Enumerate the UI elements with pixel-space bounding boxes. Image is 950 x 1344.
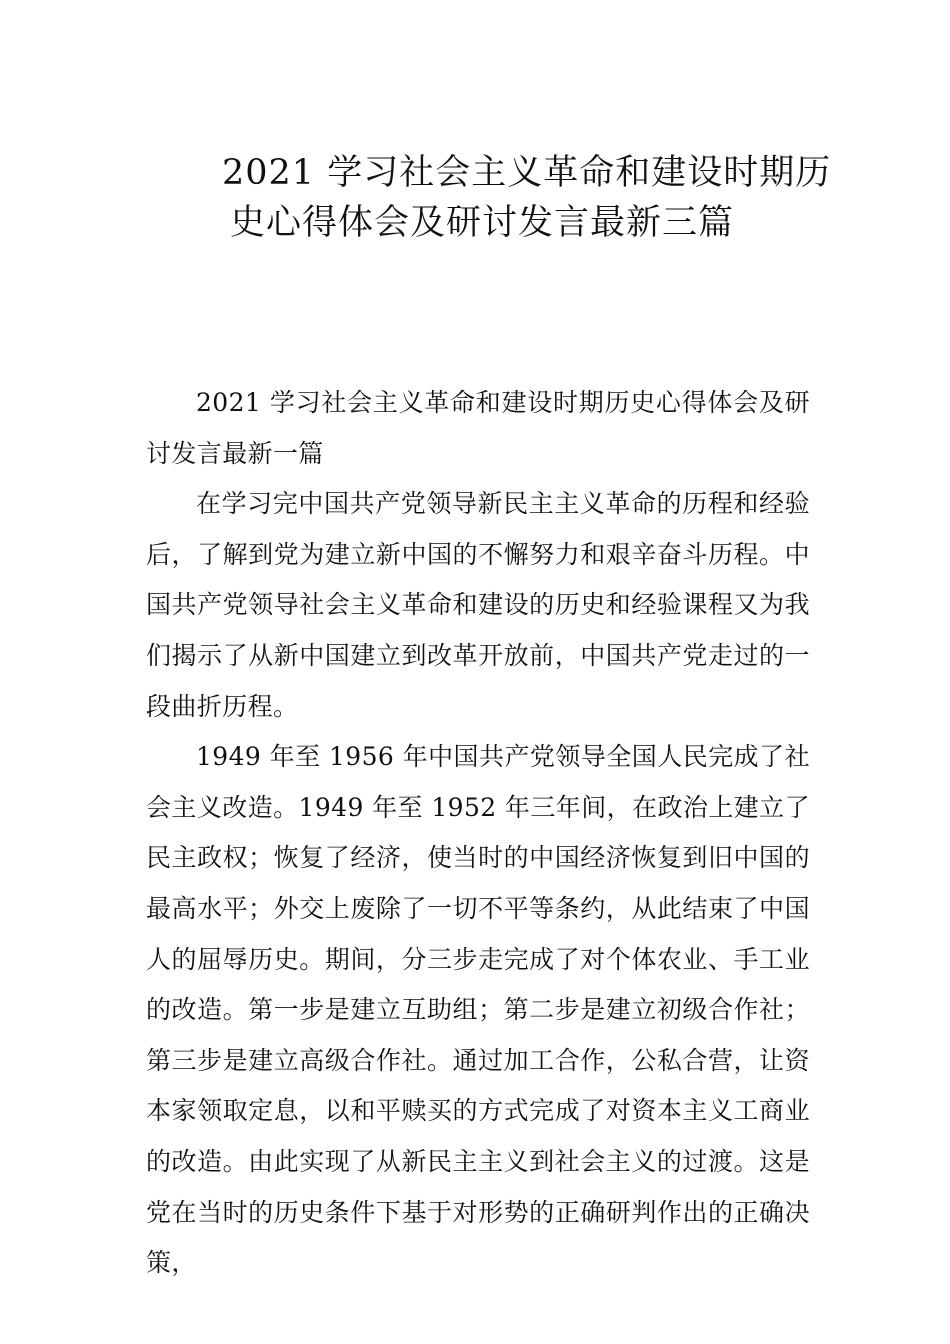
document-title: [222, 148, 832, 248]
title-line-2: 史心得体会及研讨发言最新三篇: [230, 203, 735, 243]
document-body: [146, 378, 810, 1289]
title-line-1: 2021 学习社会主义革命和建设时期历: [222, 153, 832, 193]
section-heading-paragraph: 2021 学习社会主义革命和建设时期历史心得体会及研讨发言最新一篇: [146, 388, 810, 468]
body-paragraph: 1949 年至 1956 年中国共产党领导全国人民完成了社会主义改造。1949 年至 1952 年三年间，在政治上建立了民主政权；恢复了经济，使当时的中国经济恢复到旧中国的最高水平；外交上废除了一切不平等条约，从此结束了中国人的屈辱历史。期间，分三步走完成了对个体农业、手工业的改造。第一步是建立互助组；第二步是建立初级合作社；第三步是建立高级合作社。通过加工合作，公私合营，让资本家领取定息，以和平赎买的方式完成了对资本主义工商业的改造。由此实现了从新民主主义到社会主义的过渡。这是党在当时的历史条件下基于对形势的正确研判作出的正确决策，: [146, 742, 810, 1278]
body-paragraph: 在学习完中国共产党领导新民主主义革命的历程和经验后，了解到党为建立新中国的不懈努力和艰辛奋斗历程。中国共产党领导社会主义革命和建设的历史和经验课程又为我们揭示了从新中国建立到改革开放前，中国共产党走过的一段曲折历程。: [146, 489, 810, 721]
